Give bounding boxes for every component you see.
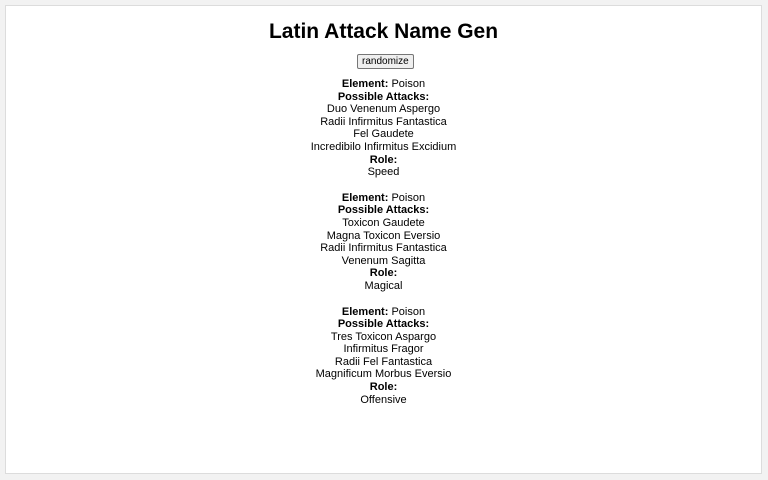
results-list [6,78,761,419]
element-value: Poison [391,305,426,318]
attacks-label: Possible Attacks: [337,90,430,103]
attack-name: Duo Venenum Aspergo [326,103,441,116]
attack-name: Radii Infirmitus Fantastica [320,115,447,128]
attack-name: Magna Toxicon Eversio [326,229,441,242]
randomize-button[interactable]: randomize [357,54,414,69]
attack-name: Venenum Sagitta [341,254,426,267]
attack-name: Tres Toxicon Aspargo [330,330,437,343]
role-label: Role: [369,267,398,280]
role-value: Offensive [360,393,407,406]
attacks-label: Possible Attacks: [337,318,430,331]
element-label: Element: [341,191,389,204]
attacks-label: Possible Attacks: [337,204,430,217]
page-frame [5,5,762,474]
attack-name: Fel Gaudete [353,128,414,141]
page-title: Latin Attack Name Gen [268,20,499,43]
element-label: Element: [341,78,389,90]
attack-name: Incredibilo Infirmitus Excidium [310,140,457,153]
element-line [6,78,761,91]
role-value: Magical [364,279,403,292]
role-label: Role: [369,153,398,166]
result-block [6,192,761,293]
result-block [6,78,761,179]
role-value: Speed [367,166,400,179]
element-value: Poison [391,78,426,90]
attack-name: Infirmitus Fragor [343,343,424,356]
result-block [6,306,761,407]
attack-name: Toxicon Gaudete [342,216,425,229]
element-line [6,192,761,205]
attack-name: Magnificum Morbus Eversio [315,368,452,381]
element-label: Element: [341,305,389,318]
attack-name: Radii Infirmitus Fantastica [320,242,447,255]
role-label: Role: [369,381,398,394]
element-value: Poison [391,191,426,204]
element-line [6,306,761,319]
attack-name: Radii Fel Fantastica [334,355,433,368]
